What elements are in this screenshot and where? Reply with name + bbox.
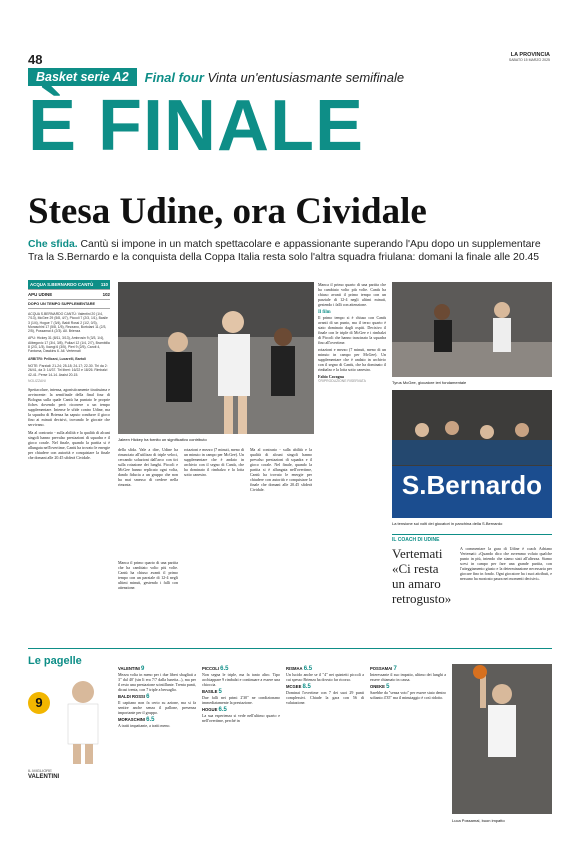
pagelle-col3	[286, 664, 364, 705]
possamai-caption: Luca Possamai, buon impatto	[452, 818, 505, 823]
article-col3: rotazioni e mezzo (7 minuti, meno di un minuto in campo per McGee). Un supplementare che è andato in archivio con il segno di Cantù, che ha dominato il rimbalzo e la lotta sotto canestro.	[184, 447, 244, 477]
article-col1b: Ma al contrario - sulla abilità e la qualità di alcuni singoli hanno prevalso prestazioni di squadra e il gioco corale. Nel finale, quando la partita si è allungata nell'overtime, Cantù ha trovato le energie per chiudere con autorità e conquistare la finale che domani alle 20.45 sfiderà Cividale.	[28, 430, 110, 461]
subhead-line2: Tra la S.Bernardo e la conquista della Coppa Italia resta solo l'altra squadra friulana: domani la finale alle 20.45	[28, 252, 540, 263]
possamai-photo	[452, 664, 552, 814]
vote-text: Due falli nei primi 2'30" ne condizionano immediatamente la prestazione.	[202, 695, 280, 705]
subhead-lead: Che sfida.	[28, 239, 78, 250]
coach-text: A commentare la gara di Udine è coach Adriano Vertemati: «Quando dico che avremmo voluto qualche punto in più, intendo che siamo stati all'altezza. Siamo scesi in campo per fare una grande partita, con l'atteggiamento giusto e la determinazione necessaria per giocare fino in fondo. Ogni giocatore ha i suoi attributi, e nessuno ha mostrato paura nei momenti decisivi».	[460, 546, 552, 581]
vote-text: La sua esperienza si vede nell'ultimo quarto e nell'overtime, perché in	[202, 713, 280, 723]
newspaper-name: LA PROVINCIA	[510, 52, 550, 58]
article-col2-block	[118, 560, 178, 590]
stats-cantu: ACQUA S.BERNARDO CANTÙ: Valentini 20 (1/4, 7/13), McGee 29 (5/8, 4/7), Piccoli 7 (2/3, 1/1), Basile 3 (1/4), Hogue 7 (3/4), Baldi Rossi 2 (1/2, 0/3), Moraschini 17 (5/8, 1/5), Rezzano, Bortolani 11 (2/3, 2/5), Possamai 4 (2/3). All. Brienza	[28, 312, 108, 334]
kicker-headline: È FINALE	[28, 86, 365, 166]
game-action-illustration	[392, 282, 552, 377]
tyrus-photo	[392, 282, 552, 377]
best-name: VALENTINI	[28, 774, 60, 780]
pagelle-col2	[202, 664, 280, 723]
best-player-illustration	[54, 672, 112, 764]
stats-udine: APU: Hickey 31 (8/11, 3/13), Ambrosin 9 (3/3, 1/4), Alibegovic 17 (3/4, 3/8), Pullazi 12 (1/4, 2/7), Brambilla 8 (2/3, 1/3), Ikangi 6 (3/5), Pieri 9 (2/5), Caroti 4, Fantoma, Dawkins 6. All. Vertemati	[28, 336, 110, 354]
vote-item: PICCOLI 6.5	[202, 666, 229, 672]
section-subtitle	[145, 70, 404, 85]
bench-caption: La tensione sui volti dei giocatori in panchina della S.Bernardo	[392, 521, 503, 526]
vote-item: RISMAA 6.5	[286, 666, 313, 672]
subheadline	[28, 238, 558, 264]
vote-item: VALENTINI 9	[118, 666, 145, 672]
article-col4-subtitle: Il film	[318, 310, 331, 315]
vote-item: POSSAMAI 7	[370, 666, 397, 672]
masthead	[509, 52, 550, 62]
vote-item: MCGEE 8.5	[286, 684, 311, 690]
best-label: IL MIGLIORE	[28, 768, 52, 773]
best-player-box	[28, 672, 112, 782]
tyrus-caption: Tyrus McGee, giocatore ieri fondamentale	[392, 380, 467, 385]
photo-credit: ©RIPRODUZIONE RISERVATA	[318, 379, 366, 383]
vote-item: HOGUE 6.5	[202, 707, 227, 713]
article-col1: Spettacolare, intensa, agonisticamente tiratissima e avvincente: la semifinale della final four di Bologna sulla quale Cantù ha puntato le proprie fiches dovendo però ricorrere a un tempo supplementare. Intense le sfide contro Udine, ma la squadra di Brienza ha saputo condurre il gioco fino ai minuti decisivi, trovando le giocate che servivano.	[28, 387, 110, 428]
score-team: DOPO UN TEMPO SUPPLEMENTARE	[28, 302, 96, 306]
vote-item: BALDI ROSSI 6	[118, 694, 150, 700]
bench-photo	[392, 390, 552, 518]
score-team: ACQUA S.BERNARDO CANTÙ	[30, 282, 94, 287]
article-col4: Il primo tempo si è chiuso con Cantù avanti di un punto, ma il terzo quarto è stato dominato dagli ospiti. Decisivo il finale con le triple di McGee e i rimbalzi di Piccoli che hanno trascinato la squadra fino all'overtime.	[318, 315, 386, 345]
subhead-line1: Cantù si impone in un match spettacolare e appassionante superando l'Apu dopo un supplementare	[80, 239, 541, 250]
article-col3-cont: Ma al contrario - sulla abilità e la qualità di alcuni singoli hanno prevalso prestazioni di squadra e il gioco corale. Nel finale, quando la partita si è allungata nell'overtime, Cantù ha trovato le energie per chiudere con autorità e conquistare la finale che domani alle 20.45 sfiderà Cividale.	[250, 447, 312, 492]
score-row-cantu	[28, 280, 110, 290]
pagelle-divider	[28, 648, 552, 649]
main-photo-caption: Jaleen Hickey ha fornito un significativo contributo	[118, 437, 207, 442]
score-points: 102	[102, 292, 110, 297]
players-illustration	[118, 282, 314, 434]
vote-text: Dominai l'overtime con 7 dei suoi 29 punti complessivi. Chiude la gara con 56 di valutazione.	[286, 690, 364, 705]
section-subtitle-rest: Vinta un'entusiasmante semifinale	[207, 69, 405, 85]
score-row-udine	[28, 290, 110, 300]
best-vote-badge: 9	[28, 692, 50, 714]
section-tag: Basket serie A2	[28, 68, 137, 86]
stats-referees: ARBITRI: Pellicani, Lucarelli, Bartoli	[28, 356, 87, 361]
coach-label: IL COACH DI UDINE	[392, 534, 552, 543]
score-note	[28, 300, 110, 309]
vote-text: Non segna le triple, ma fa tanto altro. Tipo acchiappare 9 rimbalzi e continuare a essere una chioccia.	[202, 672, 280, 687]
vote-item: MORASCHINI 6.5	[118, 717, 155, 723]
main-photo	[118, 282, 314, 434]
section-bar	[28, 68, 552, 86]
pagelle-col4	[370, 664, 446, 700]
article-col2b: Manca il primo quarto di una partita che ha cambiato volto più volte. Cantù ha chiuso avanti il primo tempo con un parziale di 12-4 negli ultimi minuti, gestendo i falli con attenzione.	[118, 560, 178, 590]
coach-box	[392, 534, 552, 606]
vote-text: Interessante il suo impatto, ultimo dei lunghi a essere chiamato in causa.	[370, 672, 446, 682]
vote-text: Il capitano non fa certo su azione, ma si fa sentire anche senza il pallone, presenza importante per il gruppo.	[118, 700, 196, 715]
coach-quote: «Ci resta un amaro retrogusto»	[392, 561, 452, 606]
article-col2: della sfida. Vale a dire, Udine ha rinunciato all'utilizzo di triple veloci, cercando soluzioni dall'arco con tiri sulla rotazione dei lunghi. Piccoli e McGee hanno replicato ogni volta, dando fiducia a un gruppo che non ha mai smesso di credere nella rimonta.	[118, 447, 178, 487]
article-col4-byline: Fabio Cavagna	[318, 374, 344, 379]
possamai-illustration	[452, 664, 552, 814]
vote-text: A tratti impattante, a tratti meno.	[118, 723, 171, 728]
page-number: 48	[28, 52, 43, 67]
issue-date: SABATO 15 MARZO 2025	[508, 58, 550, 62]
main-headline: Stesa Udine, ora Cividale	[28, 191, 427, 232]
vote-text: Mezza volta in meno per i due liberi sbagliati a 3" dal 40' (sin lì era 7/7 dalla lunetta...), ma per il resto una prestazione scintillante. Trenta punti, dicasi trenta, con 7 triple a bersaglio.	[118, 672, 196, 692]
vote-text: Un lucido anche se il "4" nei quintetti piccoli a cui spesso Brienza ha dovuto far ricorso.	[286, 672, 364, 682]
stats-notes: NOTE: Parziali: 21-24; 25-18; 24-17; 22-30. Tiri da 2: 26/41, da 3: 14/37. Tiri liberi: 16/22 e 18/26. Rimbalzi 42-41. Perse 14-14. Assist 20-15.	[28, 363, 108, 377]
stats-byline: NOLIZZANI	[28, 378, 46, 383]
article-col4-intro: Manca il primo quarto di una partita che ha cambiato volto più volte. Cantù ha chiuso avanti il primo tempo con un parziale di 12-4 negli ultimi minuti, gestendo i falli con attenzione.	[318, 282, 386, 307]
vote-text: Sarebbe da "senza voto" per essere stato dentro soltanto 4'35" ma il minutaggio è così ridotto.	[370, 690, 446, 700]
box-score	[28, 280, 110, 460]
vote-item: BASILE 5	[202, 689, 222, 695]
score-points: 110	[100, 282, 108, 287]
bench-banner-text: S.Bernardo	[401, 470, 543, 500]
score-team: APU UDINE	[28, 292, 53, 297]
pagelle-col1	[118, 664, 196, 728]
coach-name: Vertemati	[392, 546, 443, 561]
section-subtitle-bold: Final four	[144, 69, 204, 85]
vote-item: ONEKE 5	[370, 684, 390, 690]
pagelle-title: Le pagelle	[28, 655, 82, 667]
article-col4-wrap	[318, 282, 386, 383]
article-col4-more: rotazioni e mezzo (7 minuti, meno di un minuto in campo per McGee). Un supplementare che è andato in archivio con il segno di Cantù, che ha dominato il rimbalzo e la lotta sotto canestro.	[318, 347, 386, 372]
